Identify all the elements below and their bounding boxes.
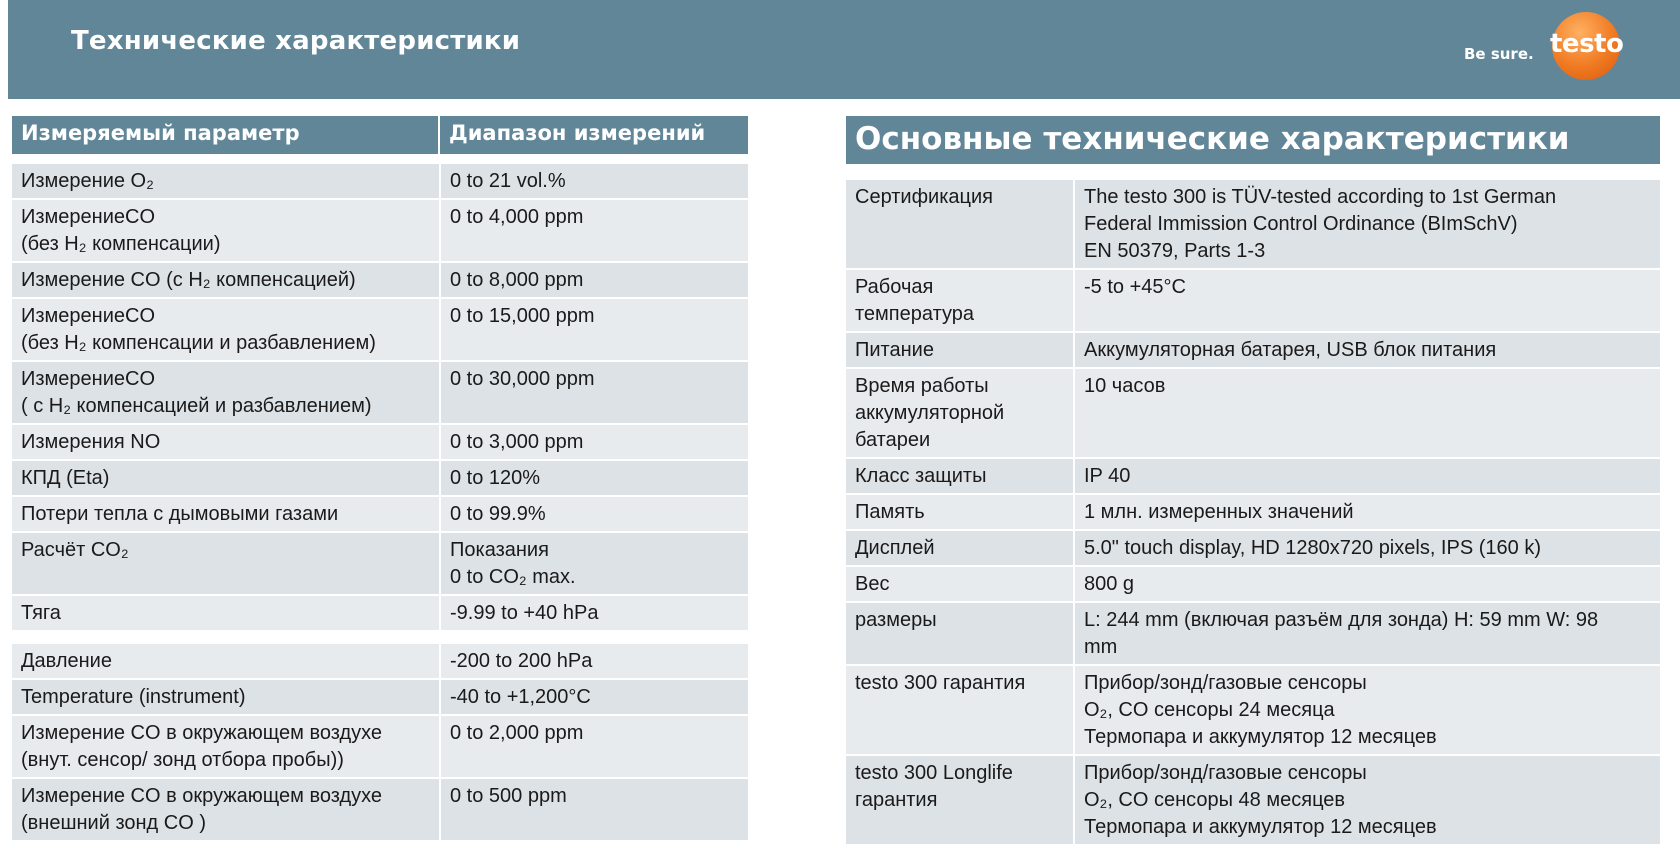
spec-value-cell: L: 244 mm (включая разъём для зонда) H: 59 mm W: 98 mm <box>1074 602 1660 665</box>
spec-label-cell: Время работы аккумуляторной батареи <box>855 375 1005 451</box>
range-cell: 0 to 4,000 ppm <box>440 199 748 262</box>
range-cell: 0 to 120% <box>440 460 748 496</box>
table-row <box>846 755 1660 845</box>
table-row <box>846 602 1660 665</box>
spec-label-cell: Рабочая температура <box>855 276 974 325</box>
range-cell: 0 to 500 ppm <box>440 778 748 841</box>
range-cell: 0 to 2,000 ppm <box>440 715 748 778</box>
column-header-range: Диапазон измерений <box>440 116 748 154</box>
parameter-cell: Измерения NO <box>21 431 161 453</box>
logo-wordmark: testo <box>1550 29 1624 59</box>
table-row <box>12 778 748 841</box>
table-row <box>12 715 748 778</box>
range-cell: -200 to 200 hPa <box>440 644 748 679</box>
spec-value-cell: 800 g <box>1074 566 1660 602</box>
parameter-cell: Потери тепла с дымовыми газами <box>21 503 339 525</box>
spec-label-cell: Память <box>855 501 925 523</box>
spec-label-cell: Питание <box>855 339 934 361</box>
range-cell: 0 to 15,000 ppm <box>440 298 748 361</box>
parameter-cell: Расчёт CO₂ <box>21 539 129 561</box>
parameter-cell: КПД (Eta) <box>21 467 110 489</box>
range-cell: -9.99 to +40 hPa <box>440 595 748 631</box>
measurement-rows-extra <box>12 644 748 842</box>
measurement-table <box>12 116 748 842</box>
header-bar <box>8 0 1680 99</box>
table-row <box>846 458 1660 494</box>
range-cell: 0 to 21 vol.% <box>440 164 748 199</box>
spec-value-cell: -5 to +45°C <box>1074 269 1660 332</box>
page-title: Технические характеристики <box>71 26 521 56</box>
range-cell: 0 to 99.9% <box>440 496 748 532</box>
parameter-cell: Измерение CO (с H₂ компенсацией) <box>21 269 356 291</box>
spec-label-cell: testo 300 гарантия <box>855 672 1026 694</box>
parameter-cell: ИзмерениеCO (без H₂ компенсации) <box>21 206 221 255</box>
spec-label-cell: Сертификация <box>855 186 993 208</box>
column-header-parameter: Измеряемый параметр <box>12 116 440 154</box>
spec-value-cell: The testo 300 is TÜV-tested according to 1st German Federal Immission Control Ordinance (BImSchV) EN 50379, Parts 1-3 <box>1074 180 1660 269</box>
general-specs-title: Основные технические характеристики <box>846 116 1660 164</box>
table-row <box>12 644 748 679</box>
logo-slogan: Be sure. <box>1464 45 1534 63</box>
range-cell: 0 to 3,000 ppm <box>440 424 748 460</box>
spec-label-cell: Класс защиты <box>855 465 987 487</box>
table-row <box>12 496 748 532</box>
range-cell: 0 to 8,000 ppm <box>440 262 748 298</box>
spec-value-cell: 10 часов <box>1074 368 1660 458</box>
parameter-cell: Давление <box>21 650 112 672</box>
parameter-cell: Измерение O₂ <box>21 170 154 192</box>
spec-label-cell: размеры <box>855 609 937 631</box>
table-row <box>12 532 748 595</box>
parameter-cell: ИзмерениеCO (без H₂ компенсации и разбавлением) <box>21 305 376 354</box>
spec-value-cell: Аккумуляторная батарея, USB блок питания <box>1074 332 1660 368</box>
measurement-table-header <box>12 116 748 154</box>
table-row <box>846 269 1660 332</box>
range-cell: Показания 0 to CO₂ max. <box>440 532 748 595</box>
table-row <box>846 494 1660 530</box>
table-row <box>12 262 748 298</box>
parameter-cell: Измерение CO в окружающем воздухе (внешний зонд CO ) <box>21 785 383 834</box>
spec-value-cell: Прибор/зонд/газовые сенсоры O₂, CO сенсоры 24 месяца Термопара и аккумулятор 12 месяцев <box>1074 665 1660 755</box>
parameter-cell: ИзмерениеCO ( с H₂ компенсацией и разбавлением) <box>21 368 372 417</box>
spec-label-cell: Вес <box>855 573 890 595</box>
range-cell: -40 to +1,200°C <box>440 679 748 715</box>
measurement-rows <box>12 164 748 632</box>
spec-value-cell: 5.0" touch display, HD 1280x720 pixels, IPS (160 k) <box>1074 530 1660 566</box>
table-row <box>12 361 748 424</box>
general-specs <box>846 116 1660 846</box>
parameter-cell: Тяга <box>21 602 61 624</box>
spec-value-cell: IP 40 <box>1074 458 1660 494</box>
spec-value-cell: 1 млн. измеренных значений <box>1074 494 1660 530</box>
table-row <box>846 530 1660 566</box>
parameter-cell: Измерение CO в окружающем воздухе (внут. сенсор/ зонд отбора пробы)) <box>21 722 383 771</box>
table-row <box>12 164 748 199</box>
parameter-cell: Temperature (instrument) <box>21 686 246 708</box>
table-row <box>12 424 748 460</box>
table-row <box>846 566 1660 602</box>
table-row <box>12 199 748 262</box>
table-row <box>846 180 1660 269</box>
table-row <box>12 298 748 361</box>
range-cell: 0 to 30,000 ppm <box>440 361 748 424</box>
table-row <box>12 679 748 715</box>
spec-value-cell: Прибор/зонд/газовые сенсоры O₂, CO сенсоры 48 месяцев Термопара и аккумулятор 12 месяцев <box>1074 755 1660 845</box>
table-row <box>846 332 1660 368</box>
table-row <box>846 368 1660 458</box>
testo-logo <box>1464 12 1624 84</box>
table-row <box>846 665 1660 755</box>
table-row <box>12 595 748 631</box>
table-row <box>12 460 748 496</box>
general-specs-table <box>846 180 1660 846</box>
spec-label-cell: Дисплей <box>855 537 935 559</box>
spec-label-cell: testo 300 Longlife гарантия <box>855 762 1013 811</box>
